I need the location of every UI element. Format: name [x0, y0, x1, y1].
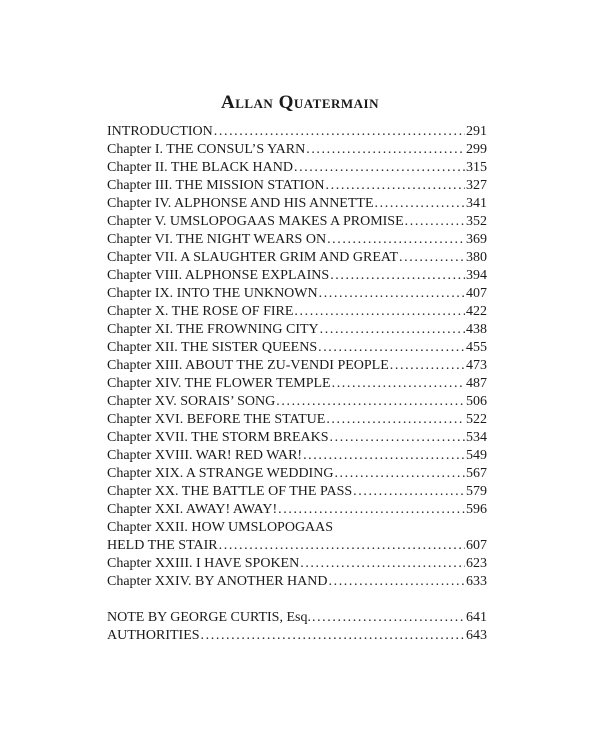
toc-back-matter-entry[interactable]	[107, 609, 487, 627]
toc-entry-label: Chapter XIII. ABOUT THE ZU-VENDI PEOPLE	[107, 358, 389, 373]
toc-entry[interactable]	[107, 231, 487, 249]
toc-page-number: 506	[466, 394, 487, 409]
toc-page-number: 473	[466, 358, 487, 373]
toc-page-number: 422	[466, 304, 487, 319]
toc-page-number: 643	[466, 628, 487, 643]
toc-entry-split-second-line[interactable]	[107, 537, 487, 555]
dot-leader	[294, 159, 465, 177]
toc-page-number: 299	[466, 142, 487, 157]
dot-leader	[214, 123, 465, 141]
toc-entry-label: Chapter IX. INTO THE UNKNOWN	[107, 286, 318, 301]
toc-entry-label: AUTHORITIES	[107, 628, 200, 643]
toc-entry-label: Chapter XVI. BEFORE THE STATUE	[107, 412, 326, 427]
table-of-contents	[107, 123, 487, 645]
toc-entry-label: Chapter XVIII. WAR! RED WAR!	[107, 448, 303, 463]
toc-page-number: 487	[466, 376, 487, 391]
toc-entry[interactable]	[107, 501, 487, 519]
toc-entry[interactable]	[107, 393, 487, 411]
toc-entry[interactable]	[107, 555, 487, 573]
toc-entry[interactable]	[107, 339, 487, 357]
toc-entry-label: Chapter XII. THE SISTER QUEENS	[107, 340, 318, 355]
toc-page-number: 607	[466, 538, 487, 553]
toc-entry-label: Chapter I. THE CONSUL’S YARN	[107, 142, 306, 157]
toc-entry[interactable]	[107, 213, 487, 231]
toc-page-number: 455	[466, 340, 487, 355]
dot-leader	[318, 339, 465, 357]
toc-entry[interactable]	[107, 123, 487, 141]
toc-entry-label: Chapter X. THE ROSE OF FIRE	[107, 304, 294, 319]
toc-entry[interactable]	[107, 447, 487, 465]
toc-entry-label: Chapter VII. A SLAUGHTER GRIM AND GREAT	[107, 250, 399, 265]
dot-leader	[201, 627, 465, 645]
toc-page-number: 596	[466, 502, 487, 517]
toc-entry-label: Chapter XIX. A STRANGE WEDDING	[107, 466, 334, 481]
toc-entry-label: Chapter XI. THE FROWNING CITY	[107, 322, 319, 337]
toc-page-number: 394	[466, 268, 487, 283]
dot-leader	[326, 177, 465, 195]
dot-leader	[327, 231, 465, 249]
toc-entry[interactable]	[107, 285, 487, 303]
toc-back-matter-entry[interactable]	[107, 627, 487, 645]
toc-page-number: 633	[466, 574, 487, 589]
toc-entry-label: Chapter IV. ALPHONSE AND HIS ANNETTE	[107, 196, 374, 211]
toc-entry-label: Chapter XIV. THE FLOWER TEMPLE	[107, 376, 331, 391]
toc-page-number: 380	[466, 250, 487, 265]
toc-page-number: 327	[466, 178, 487, 193]
dot-leader	[306, 141, 465, 159]
dot-leader	[334, 465, 465, 483]
dot-leader	[375, 195, 465, 213]
dot-leader	[219, 537, 465, 555]
toc-entry-split-first-line[interactable]	[107, 519, 487, 537]
toc-entry[interactable]	[107, 411, 487, 429]
toc-entry[interactable]	[107, 357, 487, 375]
toc-entry-label: Chapter III. THE MISSION STATION	[107, 178, 325, 193]
toc-page-number: 341	[466, 196, 487, 211]
toc-entry-label: Chapter VI. THE NIGHT WEARS ON	[107, 232, 327, 247]
dot-leader	[329, 573, 466, 591]
dot-leader	[405, 213, 465, 231]
toc-entry[interactable]	[107, 465, 487, 483]
toc-page-number: 407	[466, 286, 487, 301]
toc-page-number: 522	[466, 412, 487, 427]
toc-entry-label: Chapter XXI. AWAY! AWAY!	[107, 502, 278, 517]
toc-entry[interactable]	[107, 483, 487, 501]
dot-leader	[320, 321, 465, 339]
toc-page-number: 369	[466, 232, 487, 247]
toc-page-number: 315	[466, 160, 487, 175]
toc-entry[interactable]	[107, 573, 487, 591]
dot-leader	[312, 609, 465, 627]
toc-page-number: 623	[466, 556, 487, 571]
dot-leader	[399, 249, 465, 267]
toc-entry[interactable]	[107, 303, 487, 321]
toc-entry-label: NOTE BY GEORGE CURTIS, Esq.	[107, 610, 311, 625]
toc-entry[interactable]	[107, 375, 487, 393]
dot-leader	[332, 375, 465, 393]
toc-entry-label: Chapter V. UMSLOPOGAAS MAKES A PROMISE	[107, 214, 404, 229]
dot-leader	[303, 447, 465, 465]
toc-entry-label: HELD THE STAIR	[107, 538, 218, 553]
toc-entry[interactable]	[107, 195, 487, 213]
dot-leader	[294, 303, 465, 321]
dot-leader	[326, 411, 465, 429]
toc-entry-label: Chapter XX. THE BATTLE OF THE PASS	[107, 484, 353, 499]
dot-leader	[276, 393, 465, 411]
dot-leader	[353, 483, 465, 501]
toc-entry[interactable]	[107, 429, 487, 447]
dot-leader	[330, 267, 465, 285]
toc-page-number: 567	[466, 466, 487, 481]
toc-entry[interactable]	[107, 249, 487, 267]
toc-entry[interactable]	[107, 321, 487, 339]
toc-entry-label: Chapter XXII. HOW UMSLOPOGAAS	[107, 520, 334, 535]
toc-entry-label: Chapter XXIII. I HAVE SPOKEN	[107, 556, 300, 571]
toc-entry-label: INTRODUCTION	[107, 124, 213, 139]
toc-entry-label: Chapter XVII. THE STORM BREAKS	[107, 430, 329, 445]
toc-entry[interactable]	[107, 177, 487, 195]
toc-page-number: 534	[466, 430, 487, 445]
toc-entry[interactable]	[107, 267, 487, 285]
page-title: Allan Quatermain	[220, 92, 379, 113]
toc-page-number: 438	[466, 322, 487, 337]
dot-leader	[330, 429, 465, 447]
toc-entry[interactable]	[107, 159, 487, 177]
toc-entry[interactable]	[107, 141, 487, 159]
toc-page-number: 579	[466, 484, 487, 499]
toc-page-number: 352	[466, 214, 487, 229]
toc-entry-label: Chapter XXIV. BY ANOTHER HAND	[107, 574, 328, 589]
dot-leader	[319, 285, 465, 303]
toc-entry-label: Chapter VIII. ALPHONSE EXPLAINS	[107, 268, 330, 283]
toc-page-number: 291	[466, 124, 487, 139]
dot-leader	[300, 555, 465, 573]
toc-page-number: 549	[466, 448, 487, 463]
toc-page-number: 641	[466, 610, 487, 625]
dot-leader	[278, 501, 465, 519]
toc-entry-label: Chapter XV. SORAIS’ SONG	[107, 394, 276, 409]
section-spacer	[107, 591, 487, 609]
dot-leader	[390, 357, 465, 375]
toc-entry-label: Chapter II. THE BLACK HAND	[107, 160, 293, 175]
